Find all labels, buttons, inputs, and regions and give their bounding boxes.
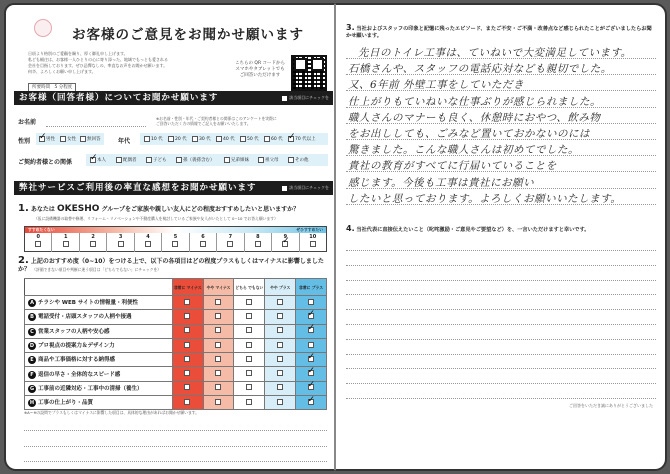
table-row — [25, 324, 327, 338]
section-service-header: 弊社サービスご利用後の率直な感想をお聞かせ願います 該当項目にチェックを — [14, 181, 333, 195]
checkbox[interactable] — [60, 136, 66, 142]
table-row — [25, 396, 327, 410]
intro-text: 日頃より格別のご愛顧を賜り、厚く御礼申し上げます。 私ども桶庄は、お客様一人ひとりの心に寄り添った、地域でもっとも愛される 会社を目指しております。ぜひ忌憚なしの、率直なお声をお聞かせ願います。 何卒、よろしくお願い申し上げます。 — [28, 51, 168, 74]
checkbox[interactable] — [90, 241, 96, 247]
age-40s[interactable]: 40 代 — [216, 136, 235, 142]
rating-checkbox[interactable] — [246, 313, 252, 319]
rating-checkbox[interactable] — [215, 327, 221, 333]
rating-checkbox[interactable] — [308, 384, 314, 390]
scale-option-7[interactable]: 7 — [217, 233, 244, 252]
scale-option-4[interactable]: 4 — [135, 233, 162, 252]
scale-option-1[interactable]: 1 — [52, 233, 79, 252]
question-4: 4. 当社代表に直接伝えたいこと（叱咤激励・ご意見やご要望など）を、一言いただけますと幸いです。 — [346, 224, 590, 233]
col-neutral: どちら でもない — [234, 279, 265, 296]
gender-no-answer[interactable]: 無回答 — [80, 136, 101, 142]
age-10s[interactable]: 10 代 — [144, 136, 163, 142]
age-20s[interactable]: 20 代 — [168, 136, 187, 142]
col-slightly-minus: やや マイナス — [203, 279, 234, 296]
item-label: 返信の早さ・全体的なスピード感 — [38, 371, 121, 378]
rating-checkbox[interactable] — [308, 327, 314, 333]
check-note: 該当項目にチェックを — [282, 181, 329, 195]
rating-checkbox[interactable] — [246, 356, 252, 362]
question-2: 2. 上記のおすすめ度（0~10）をつける上で、以下の各項目はどの程度プラスもしくはマイナスに影響しましたか？ （評価できない項目や判断に迷う項目は「どちらでもない」にチェックを） — [18, 255, 324, 273]
scale-option-0[interactable]: 0 — [25, 233, 52, 252]
rating-checkbox[interactable] — [215, 370, 221, 376]
item-label: 商品や工事価格に対する納得感 — [38, 357, 116, 364]
rating-checkbox[interactable] — [184, 356, 190, 362]
rating-grid — [24, 278, 327, 410]
table-row — [25, 381, 327, 395]
handwritten-line: 先日のトイレ工事は、ていねいで大変満足しています。 — [358, 47, 632, 59]
item-letter-icon: B — [28, 313, 36, 321]
rating-checkbox[interactable] — [184, 327, 190, 333]
section-customer-header: お客様（回答者様）についてお聞かせ願います 該当項目にチェックを — [14, 91, 333, 105]
qr-code-icon[interactable] — [291, 55, 327, 91]
answer-line[interactable] — [346, 309, 656, 310]
relation-child[interactable]: 子ども — [146, 157, 167, 163]
item-letter-icon: F — [28, 371, 36, 379]
item-label: 営業スタッフの人柄や安心感 — [38, 328, 110, 335]
checkbox[interactable] — [172, 241, 178, 247]
rating-checkbox[interactable] — [277, 384, 283, 390]
question-1-note: （仮に設備機器の取替や修理、リフォーム・リノベーションや不動産購入を検討しているご家族や友人がいたとして 0~10 でお答え願います） — [34, 216, 278, 221]
handwritten-line: 職人さんのマナーも良く、休憩時におやつ、飲み物 — [348, 111, 601, 124]
checkbox[interactable] — [145, 241, 151, 247]
answer-line[interactable] — [346, 339, 656, 340]
answer-line[interactable] — [346, 294, 656, 295]
scale-option-10[interactable]: 10 — [300, 233, 326, 252]
table-row — [25, 367, 327, 381]
rating-checkbox[interactable] — [308, 399, 314, 405]
answer-line[interactable] — [346, 280, 656, 281]
answer-line[interactable] — [346, 383, 656, 384]
rating-checkbox[interactable] — [215, 299, 221, 305]
item-label: 工事前の近隣対応・工事中の清掃（養生） — [38, 385, 143, 392]
table-row — [25, 338, 327, 352]
item-letter-icon: D — [29, 343, 35, 350]
item-label: プロ視点の提案力＆デザイン力 — [38, 343, 115, 350]
table-row — [25, 310, 327, 324]
rating-checkbox[interactable] — [246, 399, 252, 405]
rating-checkbox[interactable] — [215, 384, 221, 390]
rating-checkbox[interactable] — [277, 356, 283, 362]
relation-grandchild[interactable]: 孫（義孫含む） — [176, 157, 215, 163]
scale-option-9[interactable] — [272, 233, 299, 252]
check-note: 該当項目にチェックを — [282, 91, 329, 105]
form-title: お客様のご意見をお聞かせ願います — [72, 27, 304, 43]
rating-checkbox[interactable] — [184, 299, 190, 305]
rating-checkbox[interactable] — [215, 356, 221, 362]
comment-line[interactable] — [24, 461, 327, 462]
rating-checkbox[interactable] — [246, 299, 252, 305]
answer-line[interactable] — [346, 398, 656, 399]
age-70s-plus[interactable]: ✓ 70 代以上 — [288, 136, 316, 142]
rating-checkbox[interactable] — [277, 313, 283, 319]
item-letter-icon: H — [29, 400, 35, 407]
privacy-note: ※お名前・性別・年代・ご契約者様との関係はこのアンケートを実際に ご回答いただく方の情報でご記入をお願いいたします。 — [156, 116, 277, 126]
company-seal-icon — [34, 19, 52, 37]
rating-checkbox[interactable] — [184, 342, 190, 348]
answer-line[interactable] — [346, 324, 656, 325]
left-page — [4, 3, 335, 471]
item-letter-icon: A — [28, 299, 36, 307]
handwritten-line: 驚きました。こんな職人さんは初めてでした。 — [348, 144, 579, 157]
answer-line[interactable] — [346, 354, 656, 355]
rating-checkbox[interactable] — [246, 384, 252, 390]
recommend-scale: すすめたくない ぜひすすめたい 0 1 2 3 4 5 6 7 8 ✓ 10 — [24, 226, 327, 252]
rating-checkbox[interactable] — [246, 370, 252, 376]
rating-checkbox[interactable] — [215, 342, 221, 348]
age-label: 年代 — [118, 138, 131, 145]
checkbox[interactable] — [63, 241, 69, 247]
rating-checkbox[interactable] — [246, 327, 252, 333]
gender-male[interactable]: ✓ 男性 — [39, 136, 55, 142]
rating-checkbox[interactable] — [184, 370, 190, 376]
gender-female[interactable]: 女性 — [60, 136, 76, 142]
item-label: 電話受付・店頭スタッフの人柄や接遇 — [38, 314, 132, 321]
rating-checkbox[interactable] — [184, 313, 190, 319]
handwritten-line: したいと思っております。よろしくお願いいたします。 — [348, 192, 622, 205]
time-required: 所要時間 5 分程度 — [28, 83, 76, 92]
rating-checkbox[interactable] — [215, 313, 221, 319]
rating-checkbox[interactable] — [308, 299, 314, 305]
relation-spouse[interactable]: 配偶者 — [116, 157, 137, 163]
rating-checkbox[interactable] — [308, 342, 314, 348]
grid-footnote: ※A〜Hの設問でプラスもしくはマイナスに影響した項目は、具体的な理由があればお聞かせ願います。 — [24, 410, 200, 415]
answer-line[interactable] — [346, 250, 656, 251]
col-slightly-plus: やや プラス — [265, 279, 296, 296]
handwritten-line: をお出ししても、ごみなど置いておかないのには — [348, 128, 590, 140]
scale-option-6[interactable]: 6 — [190, 233, 217, 252]
brand-name: OKESHO — [56, 204, 100, 214]
item-letter-icon: E — [28, 356, 36, 364]
table-row — [25, 353, 327, 367]
right-page — [335, 3, 667, 471]
rating-checkbox[interactable] — [308, 313, 314, 319]
answer-line[interactable] — [346, 265, 656, 266]
rating-checkbox[interactable] — [246, 342, 252, 348]
comment-line[interactable] — [24, 446, 327, 447]
relation-grandparent[interactable]: 祖父母 — [258, 157, 279, 163]
rating-checkbox[interactable] — [308, 370, 314, 376]
relation-self[interactable]: ✓ 本人 — [90, 157, 106, 163]
checkbox[interactable] — [80, 136, 86, 142]
checkbox[interactable] — [282, 241, 288, 247]
thanks-text: ご回答をいただき誠にありがとうございました — [569, 403, 653, 408]
rating-checkbox[interactable] — [277, 370, 283, 376]
col-very-minus: 非常に マイナス — [172, 279, 203, 296]
qr-note: こちらの QR コードから スマホやタブレットでも ご回答いただけます — [234, 61, 286, 78]
scale-option-3[interactable]: 3 — [107, 233, 134, 252]
form-header — [14, 11, 332, 90]
handwritten-line: 感じます。今後も工事は貴社にお願い — [348, 176, 535, 189]
handwritten-line: 貴社の教育がすべてに行届いていることを — [348, 160, 557, 173]
name-label: お名前 — [18, 119, 37, 126]
checkbox[interactable] — [35, 241, 41, 247]
age-30s[interactable]: 30 代 — [192, 136, 211, 142]
checkbox[interactable] — [227, 241, 233, 247]
rating-checkbox[interactable] — [184, 399, 190, 405]
rating-checkbox[interactable] — [215, 399, 221, 405]
item-letter-icon: C — [28, 328, 36, 336]
checkbox[interactable] — [310, 241, 316, 247]
comment-line[interactable] — [24, 430, 327, 431]
scale-option-2[interactable]: 2 — [80, 233, 107, 252]
rating-checkbox[interactable] — [277, 399, 283, 405]
handwritten-line: 仕上がりもていねいな仕事ぶりが感じられました。 — [348, 95, 601, 108]
table-row — [25, 296, 327, 310]
item-label: チラシや WEB サイトの情報量・利便性 — [38, 300, 138, 307]
checkbox[interactable] — [255, 241, 261, 247]
relation-other[interactable]: その他 — [288, 157, 309, 163]
age-60s[interactable]: 60 代 — [264, 136, 283, 142]
answer-line[interactable] — [346, 368, 656, 369]
handwritten-line: 石橋さんや、スタッフの電話応対なども親切でした。 — [348, 63, 612, 76]
relation-label: ご契約者様との関係 — [18, 159, 73, 166]
col-very-plus: 非常に プラス — [296, 279, 327, 296]
rating-checkbox[interactable] — [277, 299, 283, 305]
handwritten-line: 又、6年前 外壁工事をしていただき — [348, 79, 525, 92]
checkbox[interactable] — [118, 241, 124, 247]
item-letter-icon: G — [29, 385, 35, 392]
question-3: 3. 当社およびスタッフの印象と記憶に残ったエピソード、またご不安・ご不満・改善点など感じられたことがございましたらお聞かせ願います。 — [346, 23, 652, 39]
rating-checkbox[interactable] — [308, 356, 314, 362]
age-50s[interactable]: 50 代 — [240, 136, 259, 142]
rating-checkbox[interactable] — [277, 327, 283, 333]
checkbox[interactable] — [200, 241, 206, 247]
scale-option-8[interactable]: 8 — [245, 233, 272, 252]
checkbox[interactable] — [39, 136, 45, 142]
rating-checkbox[interactable] — [184, 384, 190, 390]
item-label: 工事の仕上がり・品質 — [38, 400, 94, 407]
name-field[interactable] — [46, 126, 146, 127]
question-1: 1. あなたは OKESHO グループをご家族や親しい友人にどの程度おすすめしたいと思いますか？ — [18, 203, 300, 214]
scale-option-5[interactable]: 5 — [162, 233, 189, 252]
relation-sibling[interactable]: 兄弟姉妹 — [224, 157, 249, 163]
gender-label: 性別 — [18, 138, 31, 145]
rating-checkbox[interactable] — [277, 342, 283, 348]
